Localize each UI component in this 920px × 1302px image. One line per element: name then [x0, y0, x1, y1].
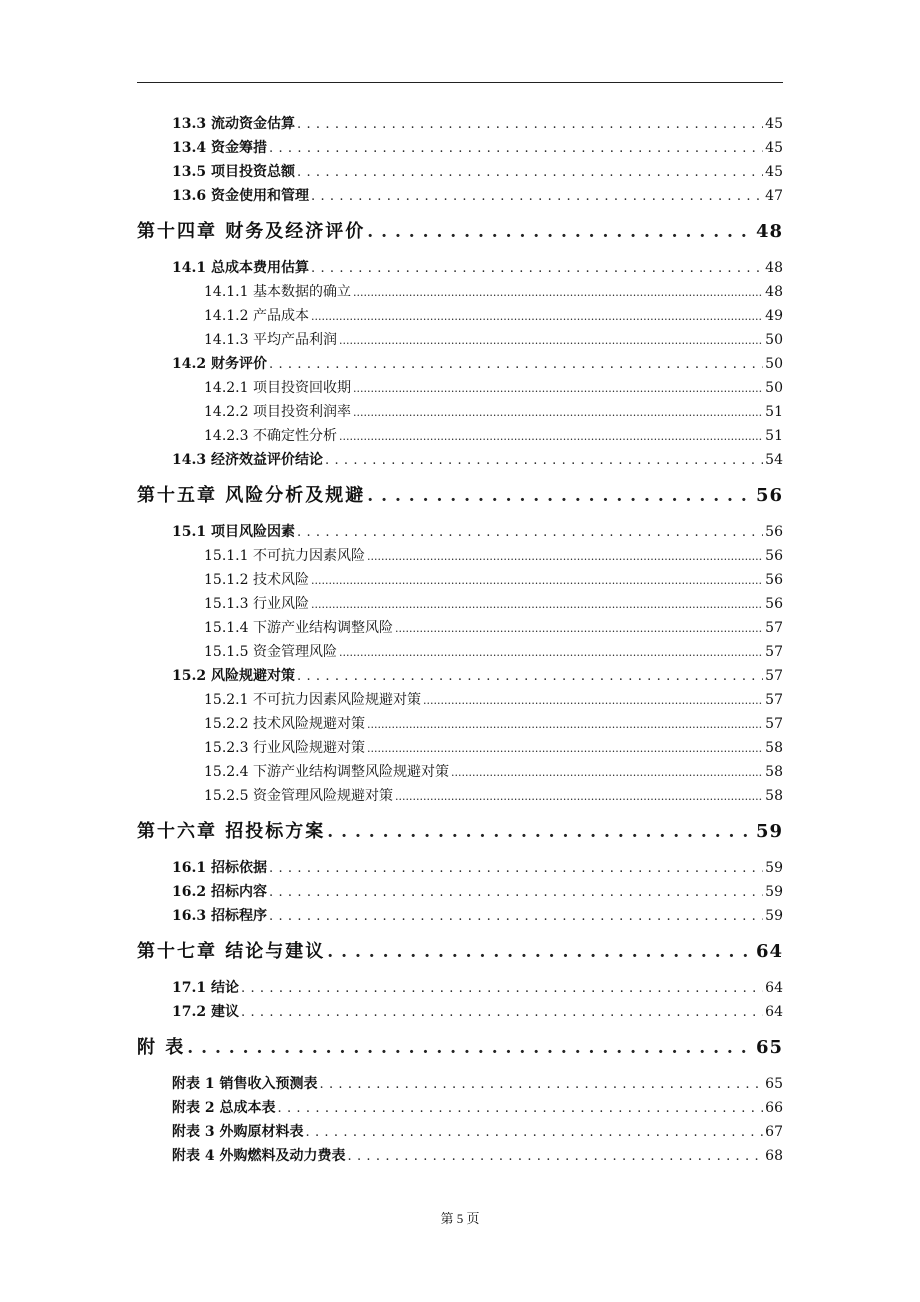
toc-section-entry[interactable] [137, 1144, 783, 1168]
toc-entry-title: 第十七章 结论与建议 [137, 941, 326, 962]
toc-entry-title: 16.2 招标内容 [172, 884, 267, 900]
toc-entry-page-number: 48 [765, 260, 783, 276]
toc-entry-page-number: 57 [765, 692, 783, 708]
toc-entry-title: 15.2.1 不可抗力因素风险规避对策 [204, 692, 421, 708]
dot-leader [325, 449, 763, 473]
dot-leader [269, 905, 763, 929]
dot-leader [327, 928, 754, 976]
toc-chapter-entry[interactable] [137, 928, 783, 976]
toc-entry-page-number: 64 [765, 980, 783, 996]
toc-entry-title: 14.1 总成本费用估算 [172, 260, 309, 276]
toc-entry-page-number: 56 [765, 572, 783, 588]
toc-entry-title: 第十五章 风险分析及规避 [137, 485, 366, 506]
toc-section-entry[interactable] [137, 856, 783, 880]
dot-leader [297, 521, 763, 545]
toc-entry-title: 16.1 招标依据 [172, 860, 267, 876]
toc-entry-page-number: 57 [765, 620, 783, 636]
toc-entry-page-number: 54 [765, 452, 783, 468]
toc-section-entry[interactable] [137, 1120, 783, 1144]
toc-entry-title: 14.1.1 基本数据的确立 [204, 284, 351, 300]
toc-entry-page-number: 64 [765, 1004, 783, 1020]
toc-entry-title: 15.1.3 行业风险 [204, 596, 309, 612]
toc-section-entry[interactable] [137, 160, 783, 184]
dot-leader [353, 377, 763, 401]
toc-entry-page-number: 45 [765, 140, 783, 156]
toc-entry-page-number: 68 [765, 1148, 783, 1164]
dot-leader [395, 617, 763, 641]
toc-entry-page-number: 51 [765, 428, 783, 444]
toc-subsection-entry[interactable] [137, 424, 783, 448]
dot-leader [327, 808, 754, 856]
toc-subsection-entry[interactable] [137, 712, 783, 736]
dot-leader [353, 401, 763, 425]
dot-leader [311, 569, 763, 593]
dot-leader [395, 785, 763, 809]
toc-section-entry[interactable] [137, 352, 783, 376]
toc-section-entry[interactable] [137, 184, 783, 208]
toc-entry-title: 14.2 财务评价 [172, 356, 267, 372]
dot-leader [367, 472, 754, 520]
dot-leader [423, 689, 763, 713]
dot-leader [297, 665, 763, 689]
toc-entry-page-number: 58 [765, 788, 783, 804]
toc-section-entry[interactable] [137, 1072, 783, 1096]
dot-leader [241, 1001, 763, 1025]
toc-entry-title: 15.2.2 技术风险规避对策 [204, 716, 365, 732]
dot-leader [269, 881, 763, 905]
toc-entry-page-number: 56 [765, 524, 783, 540]
dot-leader [348, 1145, 764, 1169]
toc-entry-page-number: 59 [755, 821, 783, 842]
dot-leader [311, 257, 763, 281]
toc-entry-title: 15.2.3 行业风险规避对策 [204, 740, 365, 756]
dot-leader [187, 1024, 754, 1072]
dot-leader [269, 137, 763, 161]
dot-leader [297, 161, 763, 185]
dot-leader [339, 425, 763, 449]
toc-entry-page-number: 65 [765, 1076, 783, 1092]
dot-leader [269, 857, 763, 881]
dot-leader [278, 1097, 764, 1121]
toc-entry-title: 附 表 [137, 1037, 186, 1058]
toc-section-entry[interactable] [137, 520, 783, 544]
dot-leader [311, 185, 763, 209]
toc-entry-page-number: 47 [765, 188, 783, 204]
toc-entry-title: 15.1.5 资金管理风险 [204, 644, 337, 660]
toc-entry-title: 15.2.5 资金管理风险规避对策 [204, 788, 393, 804]
toc-entry-title: 15.2.4 下游产业结构调整风险规避对策 [204, 764, 449, 780]
toc-entry-title: 附表 2 总成本表 [172, 1100, 276, 1116]
toc-entry-page-number: 59 [765, 884, 783, 900]
toc-entry-page-number: 64 [755, 941, 783, 962]
toc-entry-title: 附表 1 销售收入预测表 [172, 1076, 318, 1092]
toc-entry-title: 14.2.3 不确定性分析 [204, 428, 337, 444]
toc-subsection-entry[interactable] [137, 592, 783, 616]
toc-section-entry[interactable] [137, 1096, 783, 1120]
table-of-contents [137, 112, 783, 1168]
toc-section-entry[interactable] [137, 136, 783, 160]
toc-entry-page-number: 56 [755, 485, 783, 506]
toc-entry-page-number: 57 [765, 644, 783, 660]
toc-entry-title: 15.2 风险规避对策 [172, 668, 295, 684]
toc-entry-title: 14.1.3 平均产品利润 [204, 332, 337, 348]
toc-section-entry[interactable] [137, 880, 783, 904]
toc-subsection-entry[interactable] [137, 304, 783, 328]
toc-entry-title: 15.1 项目风险因素 [172, 524, 295, 540]
dot-leader [451, 761, 763, 785]
dot-leader [367, 545, 763, 569]
toc-entry-page-number: 59 [765, 860, 783, 876]
toc-subsection-entry[interactable] [137, 616, 783, 640]
dot-leader [367, 208, 754, 256]
dot-leader [353, 281, 763, 305]
toc-entry-title: 13.5 项目投资总额 [172, 164, 295, 180]
toc-entry-title: 第十六章 招投标方案 [137, 821, 326, 842]
toc-subsection-entry[interactable] [137, 376, 783, 400]
toc-entry-title: 13.3 流动资金估算 [172, 116, 295, 132]
toc-entry-title: 15.1.4 下游产业结构调整风险 [204, 620, 393, 636]
toc-entry-title: 13.6 资金使用和管理 [172, 188, 309, 204]
toc-subsection-entry[interactable] [137, 688, 783, 712]
toc-entry-page-number: 57 [765, 668, 783, 684]
toc-entry-title: 15.1.2 技术风险 [204, 572, 309, 588]
header-rule [137, 82, 783, 83]
dot-leader [339, 641, 763, 665]
toc-section-entry[interactable] [137, 904, 783, 928]
toc-entry-title: 16.3 招标程序 [172, 908, 267, 924]
toc-entry-page-number: 48 [755, 221, 783, 242]
toc-entry-title: 13.4 资金筹措 [172, 140, 267, 156]
toc-entry-page-number: 50 [765, 380, 783, 396]
toc-entry-page-number: 48 [765, 284, 783, 300]
toc-subsection-entry[interactable] [137, 784, 783, 808]
toc-entry-page-number: 59 [765, 908, 783, 924]
toc-entry-page-number: 57 [765, 716, 783, 732]
toc-subsection-entry[interactable] [137, 640, 783, 664]
toc-section-entry[interactable] [137, 256, 783, 280]
toc-entry-page-number: 56 [765, 548, 783, 564]
dot-leader [306, 1121, 764, 1145]
toc-entry-page-number: 66 [765, 1100, 783, 1116]
page-number: 第 5 页 [440, 1211, 480, 1226]
toc-subsection-entry[interactable] [137, 544, 783, 568]
toc-chapter-entry[interactable] [137, 208, 783, 256]
toc-entry-title: 14.2.2 项目投资利润率 [204, 404, 351, 420]
toc-entry-page-number: 67 [765, 1124, 783, 1140]
dot-leader [241, 977, 763, 1001]
toc-entry-title: 附表 3 外购原材料表 [172, 1124, 304, 1140]
dot-leader [339, 329, 763, 353]
toc-entry-page-number: 56 [765, 596, 783, 612]
toc-subsection-entry[interactable] [137, 280, 783, 304]
toc-entry-title: 附表 4 外购燃料及动力费表 [172, 1148, 346, 1164]
dot-leader [311, 593, 763, 617]
toc-subsection-entry[interactable] [137, 568, 783, 592]
toc-entry-page-number: 49 [765, 308, 783, 324]
toc-section-entry[interactable] [137, 664, 783, 688]
toc-entry-title: 17.1 结论 [172, 980, 239, 996]
toc-entry-title: 14.3 经济效益评价结论 [172, 452, 323, 468]
toc-section-entry[interactable] [137, 112, 783, 136]
toc-entry-page-number: 45 [765, 116, 783, 132]
toc-entry-title: 14.2.1 项目投资回收期 [204, 380, 351, 396]
dot-leader [269, 353, 763, 377]
toc-chapter-entry[interactable] [137, 472, 783, 520]
toc-section-entry[interactable] [137, 1000, 783, 1024]
toc-entry-page-number: 51 [765, 404, 783, 420]
toc-subsection-entry[interactable] [137, 328, 783, 352]
toc-subsection-entry[interactable] [137, 400, 783, 424]
toc-entry-title: 17.2 建议 [172, 1004, 239, 1020]
toc-entry-title: 第十四章 财务及经济评价 [137, 221, 366, 242]
toc-entry-page-number: 65 [755, 1037, 783, 1058]
toc-entry-page-number: 50 [765, 356, 783, 372]
toc-entry-page-number: 58 [765, 764, 783, 780]
toc-section-entry[interactable] [137, 448, 783, 472]
dot-leader [311, 305, 763, 329]
toc-entry-title: 14.1.2 产品成本 [204, 308, 309, 324]
dot-leader [367, 737, 763, 761]
toc-subsection-entry[interactable] [137, 760, 783, 784]
toc-entry-title: 15.1.1 不可抗力因素风险 [204, 548, 365, 564]
dot-leader [297, 113, 763, 137]
toc-chapter-entry[interactable] [137, 1024, 783, 1072]
toc-subsection-entry[interactable] [137, 736, 783, 760]
toc-section-entry[interactable] [137, 976, 783, 1000]
dot-leader [367, 713, 763, 737]
toc-chapter-entry[interactable] [137, 808, 783, 856]
dot-leader [320, 1073, 764, 1097]
toc-entry-page-number: 45 [765, 164, 783, 180]
toc-entry-page-number: 58 [765, 740, 783, 756]
toc-entry-page-number: 50 [765, 332, 783, 348]
